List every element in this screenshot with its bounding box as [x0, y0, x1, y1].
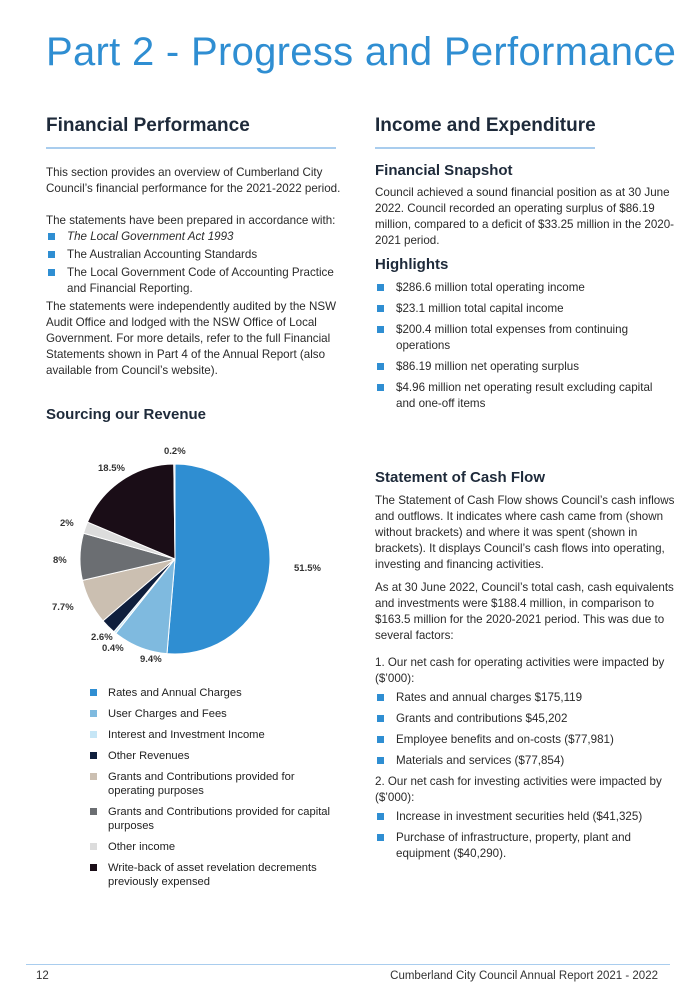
pie-data-label: 0.2%	[164, 446, 186, 457]
cash-flow-block	[375, 493, 675, 867]
legend-item	[90, 805, 340, 833]
cash-flow-heading: Statement of Cash Flow	[375, 469, 546, 486]
financial-performance-heading: Financial Performance	[46, 115, 250, 136]
financial-snapshot-heading: Financial Snapshot	[375, 162, 513, 179]
revenue-pie-chart	[46, 436, 346, 668]
pie-data-label: 18.5%	[98, 463, 125, 474]
legend-label: Interest and Investment Income	[108, 729, 265, 741]
bullet-square-icon	[377, 694, 384, 701]
page-number: 12	[36, 970, 49, 982]
legend-swatch-icon	[90, 752, 97, 759]
investing-intro: 2. Our net cash for investing activities were impacted by ($’000):	[375, 775, 662, 804]
report-title: Cumberland City Council Annual Report 2021 - 2022	[390, 970, 658, 982]
statements-list	[46, 229, 350, 297]
highlights-list	[375, 280, 675, 412]
legend-swatch-icon	[90, 773, 97, 780]
pie-data-label: 9.4%	[140, 654, 162, 665]
list-item: $86.19 million net operating surplus	[375, 359, 675, 375]
legend-label: Write-back of asset revelation decrements previously expensed	[108, 862, 317, 888]
bullet-square-icon	[377, 305, 384, 312]
list-item: Rates and annual charges $175,119	[375, 690, 675, 706]
list-item: Materials and services ($77,854)	[375, 753, 675, 769]
chart-legend	[90, 686, 340, 896]
bullet-square-icon	[48, 251, 55, 258]
bullet-square-icon	[377, 813, 384, 820]
highlights-heading: Highlights	[375, 256, 449, 273]
statements-intro: The statements have been prepared in accordance with:	[46, 214, 336, 227]
cash-flow-text: The Statement of Cash Flow shows Council’s cash inflows and outflows. It indicates where cash came from (shown without brackets) and where it was spent (shown in brackets). It displays Council’s cash flows into operating, investing and financing activities.	[375, 494, 675, 571]
investing-list	[375, 809, 675, 862]
financial-performance-text	[46, 165, 350, 379]
legend-item	[90, 686, 340, 700]
legend-label: Grants and Contributions provided for capital purposes	[108, 806, 331, 832]
financial-performance-rule	[46, 147, 336, 149]
audit-paragraph: The statements were independently audited by the NSW Audit Office and lodged with the NSW Office of Local Government. For more details, refer to the full Financial Statements shown in Part 4 of the Annual Report (also available from Council’s website).	[46, 300, 337, 377]
legend-item	[90, 770, 340, 798]
list-item: Employee benefits and on-costs ($77,981)	[375, 732, 675, 748]
legend-item	[90, 749, 340, 763]
legend-swatch-icon	[90, 710, 97, 717]
bullet-square-icon	[377, 715, 384, 722]
bullet-square-icon	[377, 363, 384, 370]
legend-item	[90, 728, 340, 742]
legend-label: Other income	[108, 841, 176, 853]
list-item: Grants and contributions $45,202	[375, 711, 675, 727]
bullet-square-icon	[48, 233, 55, 240]
list-item: The Local Government Act 1993	[46, 229, 350, 245]
income-expenditure-rule	[375, 147, 595, 149]
legend-label: User Charges and Fees	[108, 708, 227, 720]
list-item: Increase in investment securities held ($41,325)	[375, 809, 675, 825]
list-item: The Local Government Code of Accounting Practice and Financial Reporting.	[46, 265, 350, 297]
pie-data-label: 7.7%	[52, 602, 74, 613]
legend-item	[90, 707, 340, 721]
list-item: The Australian Accounting Standards	[46, 247, 350, 263]
cash-position-text: As at 30 June 2022, Council’s total cash, cash equivalents and investments were $188.4 million, in comparison to $163.5 million for the 2020-2021 period. This was due to several factors:	[375, 581, 674, 642]
bullet-square-icon	[377, 736, 384, 743]
pie-data-label: 2%	[60, 518, 74, 529]
legend-swatch-icon	[90, 808, 97, 815]
highlights-block	[375, 280, 675, 417]
operating-list	[375, 690, 675, 769]
legend-swatch-icon	[90, 864, 97, 871]
bullet-square-icon	[377, 834, 384, 841]
intro-paragraph: This section provides an overview of Cumberland City Council’s financial performance for the 2021-2022 period.	[46, 166, 341, 195]
pie-data-label: 51.5%	[294, 563, 321, 574]
bullet-square-icon	[377, 326, 384, 333]
pie-svg	[46, 436, 346, 668]
legend-swatch-icon	[90, 731, 97, 738]
bullet-square-icon	[377, 757, 384, 764]
list-item: $200.4 million total expenses from continuing operations	[375, 322, 675, 354]
snapshot-text: Council achieved a sound financial position as at 30 June 2022. Council recorded an operating surplus of $86.19 million, compared to a deficit of $33.25 million in the 2020-2021 period.	[375, 186, 675, 247]
list-item: $286.6 million total operating income	[375, 280, 675, 296]
bullet-square-icon	[377, 284, 384, 291]
list-item: Purchase of infrastructure, property, plant and equipment ($40,290).	[375, 830, 675, 862]
bullet-square-icon	[377, 384, 384, 391]
legend-label: Grants and Contributions provided for operating purposes	[108, 771, 295, 797]
page-title: Part 2 - Progress and Performance	[46, 30, 677, 74]
pie-data-label: 2.6%	[91, 632, 113, 643]
income-expenditure-heading: Income and Expenditure	[375, 115, 596, 136]
pie-data-label: 0.4%	[102, 643, 124, 654]
list-item: $4.96 million net operating result excluding capital and one-off items	[375, 380, 675, 412]
legend-swatch-icon	[90, 843, 97, 850]
operating-intro: 1. Our net cash for operating activities were impacted by ($’000):	[375, 656, 665, 685]
legend-item	[90, 840, 340, 854]
pie-data-label: 8%	[53, 555, 67, 566]
legend-swatch-icon	[90, 689, 97, 696]
pie-slice	[167, 464, 270, 654]
legend-label: Rates and Annual Charges	[108, 687, 242, 699]
legend-label: Other Revenues	[108, 750, 190, 762]
footer-rule	[26, 964, 670, 965]
list-item: $23.1 million total capital income	[375, 301, 675, 317]
bullet-square-icon	[48, 269, 55, 276]
legend-item	[90, 861, 340, 889]
sourcing-revenue-heading: Sourcing our Revenue	[46, 406, 207, 423]
